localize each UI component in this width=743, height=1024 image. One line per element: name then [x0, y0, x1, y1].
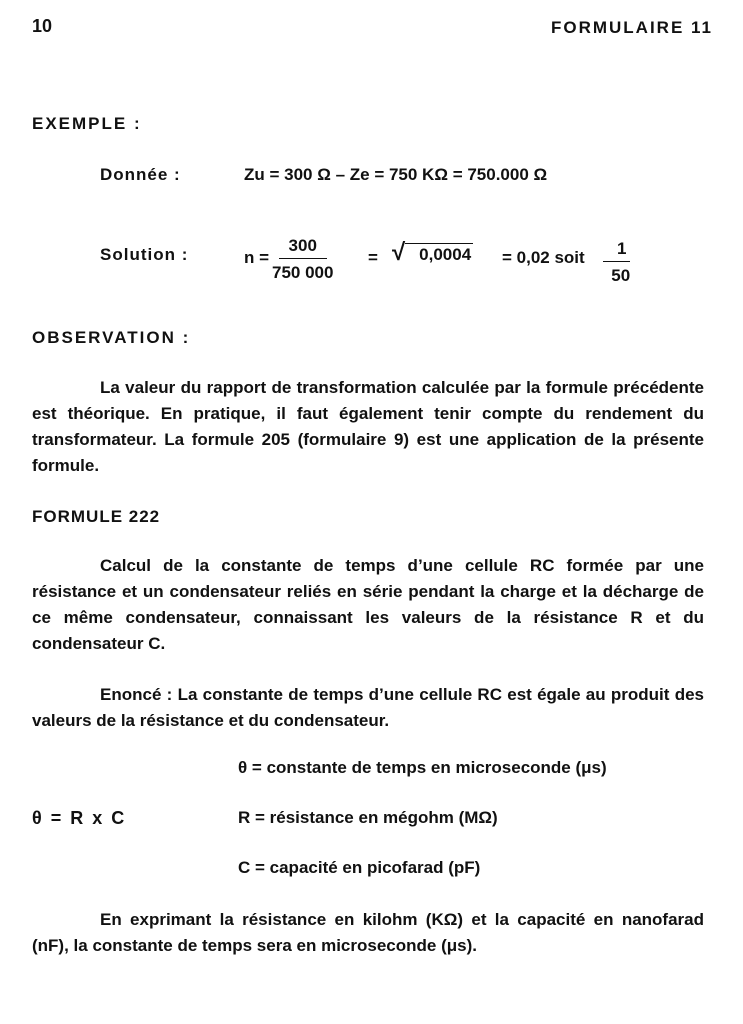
- equals-sign: =: [368, 248, 378, 267]
- solution-label: Solution :: [100, 245, 189, 264]
- small-fraction-denominator: 50: [611, 266, 631, 285]
- result-text: = 0,02 soit: [502, 248, 585, 267]
- sqrt-value: 0,0004: [405, 243, 473, 266]
- sqrt-icon: √: [392, 239, 406, 266]
- formula-equation: θ = R x C: [32, 808, 125, 828]
- given-label: Donnée :: [100, 165, 181, 184]
- given-value: Zu = 300 Ω – Ze = 750 KΩ = 750.000 Ω: [244, 165, 548, 184]
- section-title: FORMULAIRE 11: [550, 18, 713, 37]
- small-fraction-numerator: 1: [603, 239, 630, 262]
- legend-capacitance: C = capacité en picofarad (pF): [238, 858, 481, 877]
- fraction-small: [603, 239, 630, 286]
- legend-resistance: R = résistance en mégohm (MΩ): [238, 808, 498, 827]
- formula-heading: FORMULE 222: [32, 507, 161, 526]
- legend-theta: θ = constante de temps en microseconde (μs): [238, 758, 607, 777]
- formula-description: Calcul de la constante de temps d’une cellule RC formée par une résistance et un condensateur reliés en série pendant la charge et la décharge de ce même condensateur, connaissant les valeurs de la résistance R et du condensateur C.: [32, 556, 704, 653]
- example-heading: EXEMPLE :: [32, 114, 142, 133]
- page-number: 10: [32, 16, 53, 36]
- fraction-main: [272, 236, 333, 283]
- formula-note: En exprimant la résistance en kilohm (KΩ) et la capacité en nanofarad (nF), la constante de temps sera en microseconde (μs).: [32, 910, 704, 955]
- fraction-numerator: 300: [279, 236, 327, 259]
- observation-heading: OBSERVATION :: [32, 328, 191, 347]
- observation-paragraph: La valeur du rapport de transformation calculée par la formule précédente est théorique. En pratique, il faut également tenir compte du rendement du transformateur. La formule 205 (formulaire 9) est une application de la présente formule.: [32, 378, 704, 475]
- n-prefix: n =: [244, 248, 270, 267]
- fraction-denominator: 750 000: [272, 263, 334, 282]
- formula-statement: Enoncé : La constante de temps d’une cellule RC est égale au produit des valeurs de la résistance et du condensateur.: [32, 685, 704, 730]
- sqrt-expression: [392, 240, 473, 266]
